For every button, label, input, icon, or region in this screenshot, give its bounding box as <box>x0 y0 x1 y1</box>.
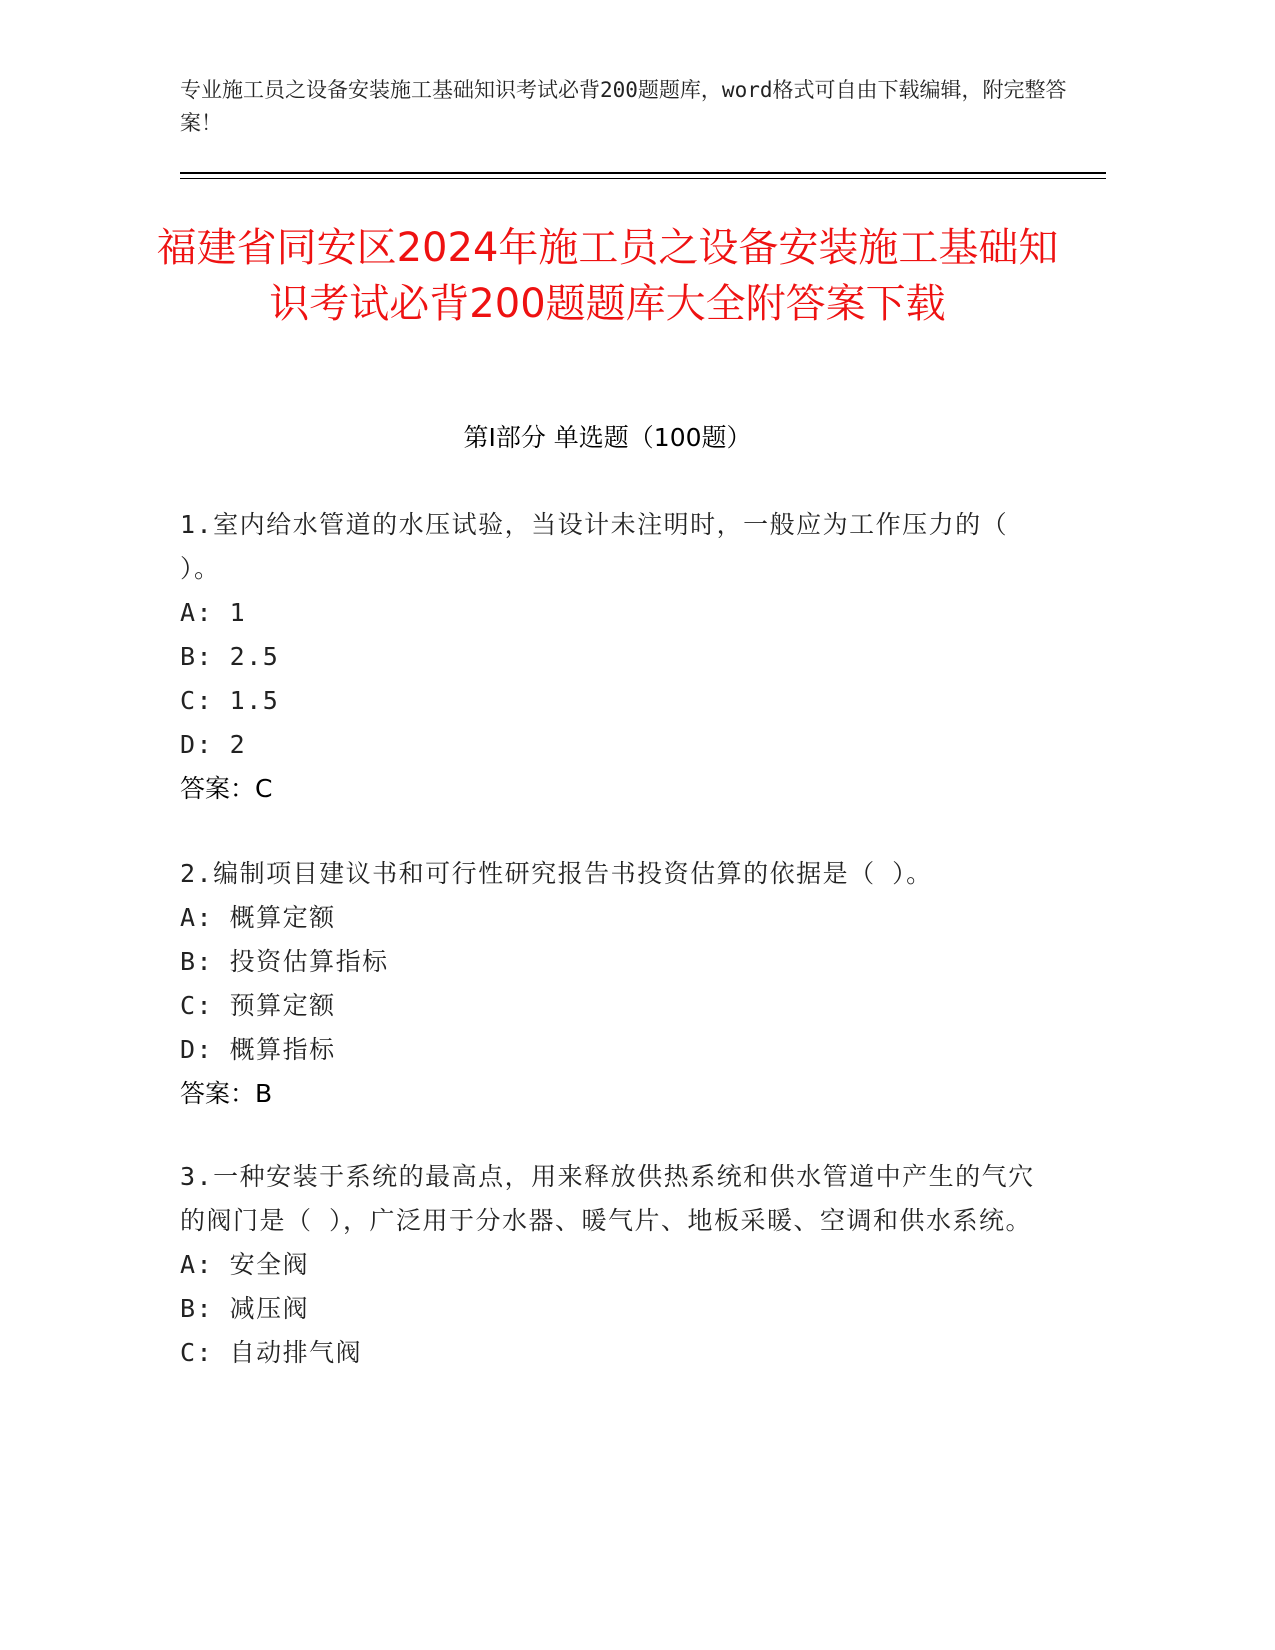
option-d: D: 2 <box>180 730 247 759</box>
option-c: C: 自动排气阀 <box>180 1338 363 1367</box>
option-b: B: 2.5 <box>180 642 280 671</box>
option-b: B: 投资估算指标 <box>180 947 389 976</box>
option-b: B: 减压阀 <box>180 1294 310 1323</box>
header-divider-thick <box>180 172 1106 174</box>
document-title: 福建省同安区2024年施工员之设备安装施工基础知识考试必背200题题库大全附答案下载 <box>156 225 1059 327</box>
option-d: D: 概算指标 <box>180 1035 336 1064</box>
section-heading: 第Ⅰ部分 单选题（100题） <box>463 423 752 452</box>
header-note: 专业施工员之设备安装施工基础知识考试必背200题题库，word格式可自由下载编辑，附完整答案！ <box>180 78 1067 135</box>
question-1 <box>180 503 1035 811</box>
question-stem: 3.一种安装于系统的最高点，用来释放供热系统和供水管道中产生的气穴的阀门是（ ），广泛用于分水器、暖气片、地板采暖、空调和供水系统。 <box>180 1162 1035 1235</box>
option-a: A: 1 <box>180 598 247 627</box>
header-divider-thin <box>180 178 1106 179</box>
answer-line: 答案：B <box>180 1079 273 1108</box>
option-a: A: 安全阀 <box>180 1250 310 1279</box>
answer-line: 答案：C <box>180 774 273 803</box>
question-stem: 1.室内给水管道的水压试验，当设计未注明时，一般应为工作压力的（ ）。 <box>180 510 1009 583</box>
question-3 <box>180 1155 1035 1375</box>
option-a: A: 概算定额 <box>180 903 336 932</box>
option-c: C: 预算定额 <box>180 991 336 1020</box>
option-c: C: 1.5 <box>180 686 280 715</box>
question-stem: 2.编制项目建议书和可行性研究报告书投资估算的依据是（ ）。 <box>180 859 933 888</box>
question-2 <box>180 852 1035 1116</box>
